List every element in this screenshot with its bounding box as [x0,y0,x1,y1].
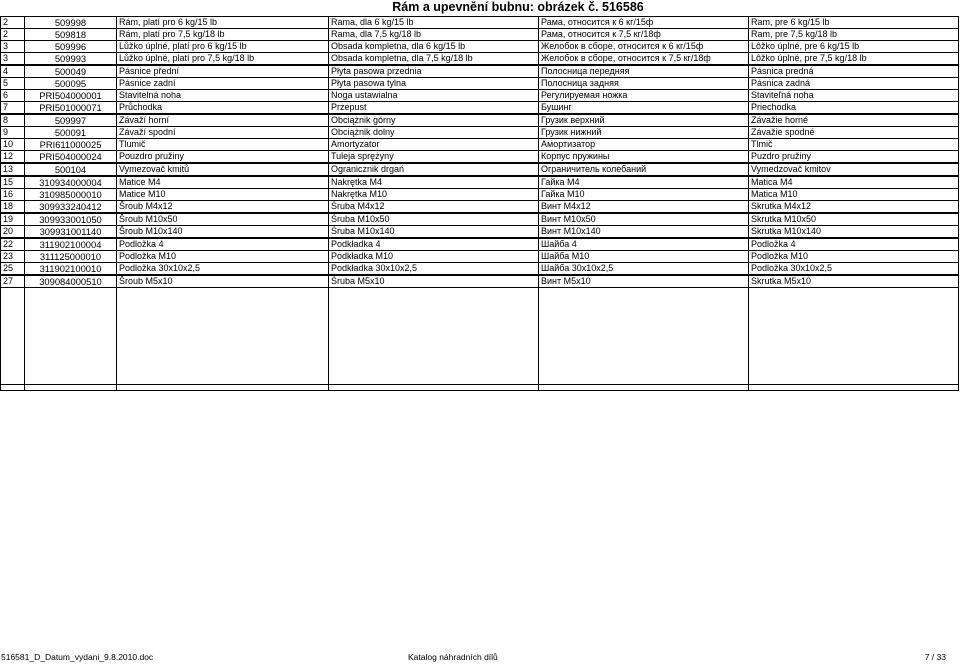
position-cell: 27 [1,275,25,288]
slovak-name-cell: Podložka M10 [749,251,959,263]
position-cell: 12 [1,151,25,164]
czech-name-cell: Šroub M5x10 [117,275,329,288]
parts-table-body [1,17,959,391]
position-cell: 20 [1,226,25,239]
czech-name-cell: Lůžko úplné, platí pro 6 kg/15 lb [117,41,329,53]
position-cell: 22 [1,238,25,251]
part-number-cell: 500091 [25,127,117,139]
part-number-cell: PRI611000025 [25,139,117,151]
russian-name-cell: Полосница передняя [539,65,749,78]
slovak-name-cell: Skrutka M4x12 [749,201,959,214]
page-title: Rám a upevnění bubnu: obrázek č. 516586 [392,0,644,14]
slovak-name-cell: Podložka 4 [749,238,959,251]
slovak-name-cell: Pásnica zadná [749,78,959,90]
position-cell: 2 [1,17,25,29]
polish-name-cell: Obciążnik górny [329,114,539,127]
position-cell: 2 [1,29,25,41]
polish-name-cell: Tuleja sprężyny [329,151,539,164]
part-number-cell: 509996 [25,41,117,53]
slovak-name-cell: Skrutka M10x140 [749,226,959,239]
czech-name-cell: Šroub M10x140 [117,226,329,239]
position-cell: 6 [1,90,25,102]
russian-name-cell: Рама, относится к 7,5 кг/18ф [539,29,749,41]
part-number-cell: 309933240412 [25,201,117,214]
polish-name-cell: Przepust [329,102,539,115]
russian-name-cell: Шайба 4 [539,238,749,251]
slovak-name-cell: Skrutka M5x10 [749,275,959,288]
polish-name-cell: Płyta pasowa przednia [329,65,539,78]
table-row [1,163,959,176]
polish-name-cell: Podkładka M10 [329,251,539,263]
polish-name-cell: Śruba M10x140 [329,226,539,239]
czech-name-cell: Stavitelná noha [117,90,329,102]
table-row [1,41,959,53]
russian-name-cell: Регулируемая ножка [539,90,749,102]
polish-name-cell: Obsada kompletna, dla 7,5 kg/18 lb [329,53,539,66]
russian-name-cell: Шайба 30x10x2,5 [539,263,749,276]
polish-name-cell: Nakrętka M10 [329,189,539,201]
page-footer [0,651,960,663]
position-cell: 9 [1,127,25,139]
slovak-name-cell: Skrutka M10x50 [749,213,959,226]
table-row [1,275,959,288]
russian-name-cell: Бушинг [539,102,749,115]
position-cell: 25 [1,263,25,276]
russian-name-cell: Желобок в сборе, относится к 6 кг/15ф [539,41,749,53]
table-row [1,251,959,263]
part-number-cell: PRI504000001 [25,90,117,102]
position-cell: 7 [1,102,25,115]
position-cell: 4 [1,65,25,78]
czech-name-cell: Rám, platí pro 6 kg/15 lb [117,17,329,29]
russian-name-cell: Корпус пружины [539,151,749,164]
polish-name-cell: Ogranicznik drgań [329,163,539,176]
polish-name-cell: Podkładka 30x10x2,5 [329,263,539,276]
part-number-cell: 311902100004 [25,238,117,251]
czech-name-cell: Lůžko úplné, platí pro 7,5 kg/18 lb [117,53,329,66]
footer-document-name: 516581_D_Datum_vydani_9.8.2010.doc [1,652,154,662]
slovak-name-cell: Pásnica predná [749,65,959,78]
position-cell: 19 [1,213,25,226]
part-number-cell: PRI501000071 [25,102,117,115]
position-cell: 23 [1,251,25,263]
czech-name-cell: Tlumič [117,139,329,151]
table-row [1,213,959,226]
position-cell: 18 [1,201,25,214]
russian-name-cell: Полосница задняя [539,78,749,90]
polish-name-cell: Śruba M4x12 [329,201,539,214]
russian-name-cell: Шайба M10 [539,251,749,263]
table-row [1,114,959,127]
part-number-cell: 509997 [25,114,117,127]
table-row [1,17,959,29]
slovak-name-cell: Lôžko úplné, pre 6 kg/15 lb [749,41,959,53]
czech-name-cell: Šroub M10x50 [117,213,329,226]
czech-name-cell: Matice M4 [117,176,329,189]
position-cell: 3 [1,41,25,53]
polish-name-cell: Śruba M10x50 [329,213,539,226]
polish-name-cell: Noga ustawialna [329,90,539,102]
czech-name-cell: Průchodka [117,102,329,115]
part-number-cell: 509998 [25,17,117,29]
table-row [1,226,959,239]
czech-name-cell: Vymezovač kmitů [117,163,329,176]
empty-cell [25,288,117,391]
table-row [1,151,959,164]
footer-page-number: 7 / 33 [924,652,946,662]
polish-name-cell: Nakrętka M4 [329,176,539,189]
czech-name-cell: Závaží spodní [117,127,329,139]
czech-name-cell: Pouzdro pružiny [117,151,329,164]
table-row [1,53,959,66]
empty-cell [117,288,329,391]
footer-catalog-title: Katalog náhradních dílů [408,652,498,662]
russian-name-cell: Ограничитель колебаний [539,163,749,176]
table-row [1,90,959,102]
czech-name-cell: Matice M10 [117,189,329,201]
russian-name-cell: Грузик нижний [539,127,749,139]
slovak-name-cell: Tlmič [749,139,959,151]
position-cell: 16 [1,189,25,201]
part-number-cell: 500095 [25,78,117,90]
table-empty-area [1,288,959,391]
slovak-name-cell: Ram, pre 7,5 kg/18 lb [749,29,959,41]
table-row [1,102,959,115]
russian-name-cell: Грузик верхний [539,114,749,127]
russian-name-cell: Гайка M10 [539,189,749,201]
czech-name-cell: Závaží horní [117,114,329,127]
russian-name-cell: Винт M4x12 [539,201,749,214]
czech-name-cell: Podložka 4 [117,238,329,251]
table-row [1,29,959,41]
czech-name-cell: Podložka 30x10x2,5 [117,263,329,276]
slovak-name-cell: Priechodka [749,102,959,115]
position-cell: 3 [1,53,25,66]
russian-name-cell: Винт M10x50 [539,213,749,226]
table-row [1,78,959,90]
part-number-cell: 310934000004 [25,176,117,189]
part-number-cell: 311902100010 [25,263,117,276]
slovak-name-cell: Závažie horné [749,114,959,127]
parts-table [0,16,959,391]
part-number-cell: 509818 [25,29,117,41]
russian-name-cell: Желобок в сборе, относится к 7,5 кг/18ф [539,53,749,66]
slovak-name-cell: Puzdro pružiny [749,151,959,164]
slovak-name-cell: Staviteľná noha [749,90,959,102]
polish-name-cell: Obciążnik dolny [329,127,539,139]
part-number-cell: 500104 [25,163,117,176]
czech-name-cell: Pásnice přední [117,65,329,78]
slovak-name-cell: Podložka 30x10x2,5 [749,263,959,276]
polish-name-cell: Obsada kompletna, dla 6 kg/15 lb [329,41,539,53]
table-row [1,65,959,78]
position-cell: 5 [1,78,25,90]
polish-name-cell: Śruba M5x10 [329,275,539,288]
part-number-cell: 309933001050 [25,213,117,226]
table-row [1,127,959,139]
russian-name-cell: Гайка M4 [539,176,749,189]
position-cell: 8 [1,114,25,127]
slovak-name-cell: Lôžko úplné, pre 7,5 kg/18 lb [749,53,959,66]
part-number-cell: PRI504000024 [25,151,117,164]
position-cell: 13 [1,163,25,176]
part-number-cell: 309084000510 [25,275,117,288]
polish-name-cell: Amortyzator [329,139,539,151]
position-cell: 15 [1,176,25,189]
polish-name-cell: Podkładka 4 [329,238,539,251]
slovak-name-cell: Matica M10 [749,189,959,201]
table-bottom-border [0,384,958,385]
empty-cell [749,288,959,391]
table-row [1,201,959,214]
czech-name-cell: Pásnice zadní [117,78,329,90]
part-number-cell: 311125000010 [25,251,117,263]
russian-name-cell: Амортизатор [539,139,749,151]
czech-name-cell: Šroub M4x12 [117,201,329,214]
czech-name-cell: Rám, platí pro 7,5 kg/18 lb [117,29,329,41]
table-row [1,176,959,189]
part-number-cell: 310985000010 [25,189,117,201]
table-row [1,139,959,151]
part-number-cell: 509993 [25,53,117,66]
russian-name-cell: Рама, относится к 6 кг/15ф [539,17,749,29]
polish-name-cell: Rama, dla 7,5 kg/18 lb [329,29,539,41]
table-row [1,263,959,276]
russian-name-cell: Винт M10x140 [539,226,749,239]
empty-cell [1,288,25,391]
polish-name-cell: Płyta pasowa tylna [329,78,539,90]
table-row [1,189,959,201]
table-row [1,238,959,251]
part-number-cell: 500049 [25,65,117,78]
slovak-name-cell: Závažie spodné [749,127,959,139]
russian-name-cell: Винт M5x10 [539,275,749,288]
slovak-name-cell: Matica M4 [749,176,959,189]
empty-cell [539,288,749,391]
position-cell: 10 [1,139,25,151]
czech-name-cell: Podložka M10 [117,251,329,263]
empty-cell [329,288,539,391]
part-number-cell: 309931001140 [25,226,117,239]
slovak-name-cell: Ram, pre 6 kg/15 lb [749,17,959,29]
polish-name-cell: Rama, dla 6 kg/15 lb [329,17,539,29]
slovak-name-cell: Vymedzovač kmitov [749,163,959,176]
